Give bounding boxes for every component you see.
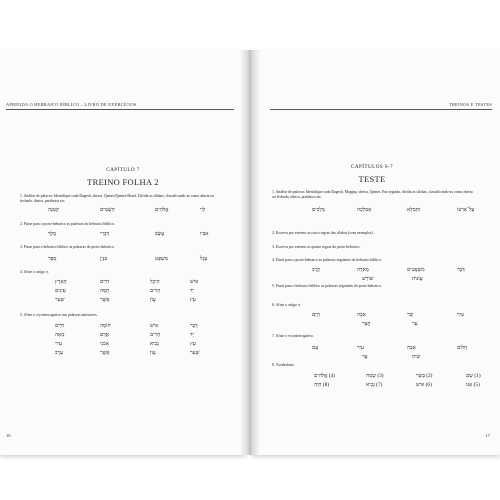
- hebrew-word: עָם: [312, 345, 319, 351]
- hebrew-word: עָר: [362, 354, 368, 360]
- right-page: [252, 50, 500, 455]
- hebrew-word: עֲוֹן: [150, 350, 156, 356]
- hebrew-word: קְטַנָּה: [48, 207, 59, 213]
- open-book: [0, 50, 500, 455]
- exercise-3: 3. Escreva por extenso as quatro regras do proto-hebraico.: [272, 245, 361, 249]
- hebrew-word: מֶלֶךְ: [48, 231, 57, 237]
- hebrew-word: עֵגֶל: [200, 256, 208, 262]
- hebrew-word: עַל־אַרְצוֹ: [457, 207, 475, 213]
- hebrew-word: נָבִיא: [150, 341, 159, 347]
- hebrew-word: אֱלֹהִים: [155, 207, 169, 213]
- hebrew-word: עָר: [412, 321, 418, 327]
- vocabulary-item: (6) אִישׁ: [416, 382, 432, 388]
- vocabulary-item: (8) חָיָה: [314, 382, 330, 388]
- vocabulary-item: (1) שֵׁם: [466, 373, 481, 379]
- hebrew-word: שׁוֹרְשׁ: [362, 276, 374, 282]
- hebrew-word: אָנֹכִי: [100, 341, 109, 347]
- hebrew-word: הָאָרֶץ: [55, 279, 67, 285]
- book-spine: [240, 50, 260, 455]
- hebrew-word: מִשְׁפָּט: [155, 256, 168, 262]
- exercise-7: 7. Afixe o מָה interrogativo.: [272, 334, 314, 338]
- hebrew-word: בִּנְיָן: [100, 256, 108, 262]
- exercise-6: 6. Afixe o artigo הַ.: [272, 303, 301, 307]
- header-rule: [6, 109, 234, 110]
- hebrew-word: חֲלוֹם: [457, 345, 468, 351]
- hebrew-word: דָּבָר: [457, 267, 465, 273]
- left-page: [0, 50, 246, 455]
- exercise-4: 4. Passe para o proto-hebraico as palavras seguintes do hebraico bíblico.: [272, 258, 382, 262]
- hebrew-word: שִׂיחַ: [412, 354, 421, 360]
- hebrew-word: חַיִּים: [55, 323, 65, 329]
- hebrew-word: הֵיכָל: [150, 279, 160, 285]
- vocabulary-item: (5) אָנוּ: [466, 382, 480, 388]
- hebrew-word: מְאֹדֶה: [357, 267, 369, 273]
- page-title: TESTE: [358, 174, 386, 184]
- exercise-8: 8. Vocabulário.: [272, 363, 295, 367]
- hebrew-word: לֵוִי: [200, 207, 206, 213]
- hebrew-word: דְּבָרִי: [100, 231, 110, 237]
- hebrew-word: אֲשֶׁר: [100, 297, 110, 303]
- exercise-5: 5. Passe para o hebraico bíblico as palavras seguintes do proto-hebraico.: [272, 284, 382, 288]
- exercise-2: 2. Escreva por extenso as cinco regras das sílabas (com exemplos).: [272, 231, 374, 235]
- exercise-2: 2. Passe para o proto-hebraico as palavras do hebraico bíblico.: [20, 222, 115, 226]
- hebrew-word: וַתְּמַלֵּא: [407, 207, 421, 213]
- chapter-label: CAPÍTULOS 6-7: [351, 164, 393, 170]
- hebrew-word: סֵפֶר: [48, 256, 57, 262]
- hebrew-word: עֵץ: [190, 297, 196, 303]
- page-title: TREINO FOLHA 2: [87, 177, 159, 187]
- hebrew-word: חוֹמָה: [100, 323, 111, 329]
- hebrew-word: עִיר: [457, 312, 464, 318]
- hebrew-word: אֲדָם: [100, 332, 110, 338]
- hebrew-word: אֲשֶׁר: [100, 350, 110, 356]
- exercise-1: 1. Análise de palavra: Identifique cada Dagesh, Mappiq, shewa, Qames. Em seguida, divida as sílabas, classificando-as como aberta ou fechada, tônica, pretônica etc.: [272, 190, 473, 199]
- hebrew-word: אָבִיו: [200, 231, 209, 237]
- hebrew-word: עֲוֹנוֹת: [412, 276, 423, 282]
- hebrew-word: אִישׁ: [150, 323, 159, 329]
- vocabulary-item: (3) שָׂמַח: [366, 373, 384, 379]
- hebrew-word: עֶשֶׂב: [155, 231, 165, 237]
- hebrew-word: אִישׁ: [190, 279, 199, 285]
- hebrew-word: הַשָּׁמַיִם: [100, 207, 115, 213]
- hebrew-word: קֶרֶב: [312, 267, 320, 273]
- hebrew-word: עֶרֶב: [55, 350, 64, 356]
- exercise-3: 3. Passe para o hebraico bíblico as palavras do proto-hebraico.: [20, 245, 115, 249]
- chapter-label: CAPÍTULO 7: [106, 167, 140, 173]
- hebrew-word: הָרִים: [150, 288, 161, 294]
- vocabulary-item: (2) בָּשָׂר: [416, 373, 433, 379]
- exercise-1: 1. Análise de palavra: Identifique cada Dagesh, shewa, Qames/Qames-Hatuf. Divida as sílabas, classificando-as como aberta ou fechada, tônica, pretônica etc.: [20, 194, 215, 203]
- hebrew-word: יַבַּר: [407, 312, 414, 318]
- hebrew-word: עֵץ: [190, 341, 196, 347]
- hebrew-word: הֵרִים: [150, 332, 161, 338]
- running-head: APRENDA O HEBRAICO BÍBLICO – LIVRO DE EXERCÍCIOS: [6, 102, 137, 107]
- hebrew-word: הַיָּם: [312, 312, 320, 318]
- hebrew-word: עִיר: [357, 345, 364, 351]
- hebrew-word: עֲוֹן: [150, 297, 156, 303]
- hebrew-word: חֲצַר: [362, 321, 371, 327]
- running-head: TREINOS E TESTES: [449, 102, 492, 107]
- hebrew-word: יָד: [190, 332, 194, 338]
- hebrew-word: מֵאָה: [55, 332, 65, 338]
- hebrew-word: עֵינַיִם: [55, 288, 66, 294]
- hebrew-word: אָבָה: [407, 345, 416, 351]
- hebrew-word: חֻמָּה: [100, 288, 110, 294]
- exercise-4: 4. Afixe o artigo הַ.: [20, 270, 49, 274]
- vocabulary-item: (4) אֱלֹהִים: [314, 373, 335, 379]
- page-number: 16: [6, 433, 11, 438]
- hebrew-word: שַׁעַר: [55, 297, 65, 303]
- hebrew-word: אֶמְלְכָה: [357, 207, 372, 213]
- hebrew-word: דָּבָר: [190, 323, 198, 329]
- hebrew-word: חַיִּים: [100, 279, 110, 285]
- hebrew-word: שַׁעַר: [190, 350, 200, 356]
- page-number: 17: [485, 433, 490, 438]
- hebrew-word: עִיר: [55, 341, 62, 347]
- vocabulary-item: (7) נָבִיא: [366, 382, 383, 388]
- header-rule: [270, 109, 492, 110]
- hebrew-word: מְלָכִים: [312, 207, 325, 213]
- hebrew-word: מִשְׁפָּטִים: [407, 267, 425, 273]
- exercise-5: 5. Afixe o מָה interrogativo nas palavras anteriores.: [20, 313, 98, 317]
- hebrew-word: אָבָה: [357, 312, 366, 318]
- hebrew-word: יָד: [190, 288, 194, 294]
